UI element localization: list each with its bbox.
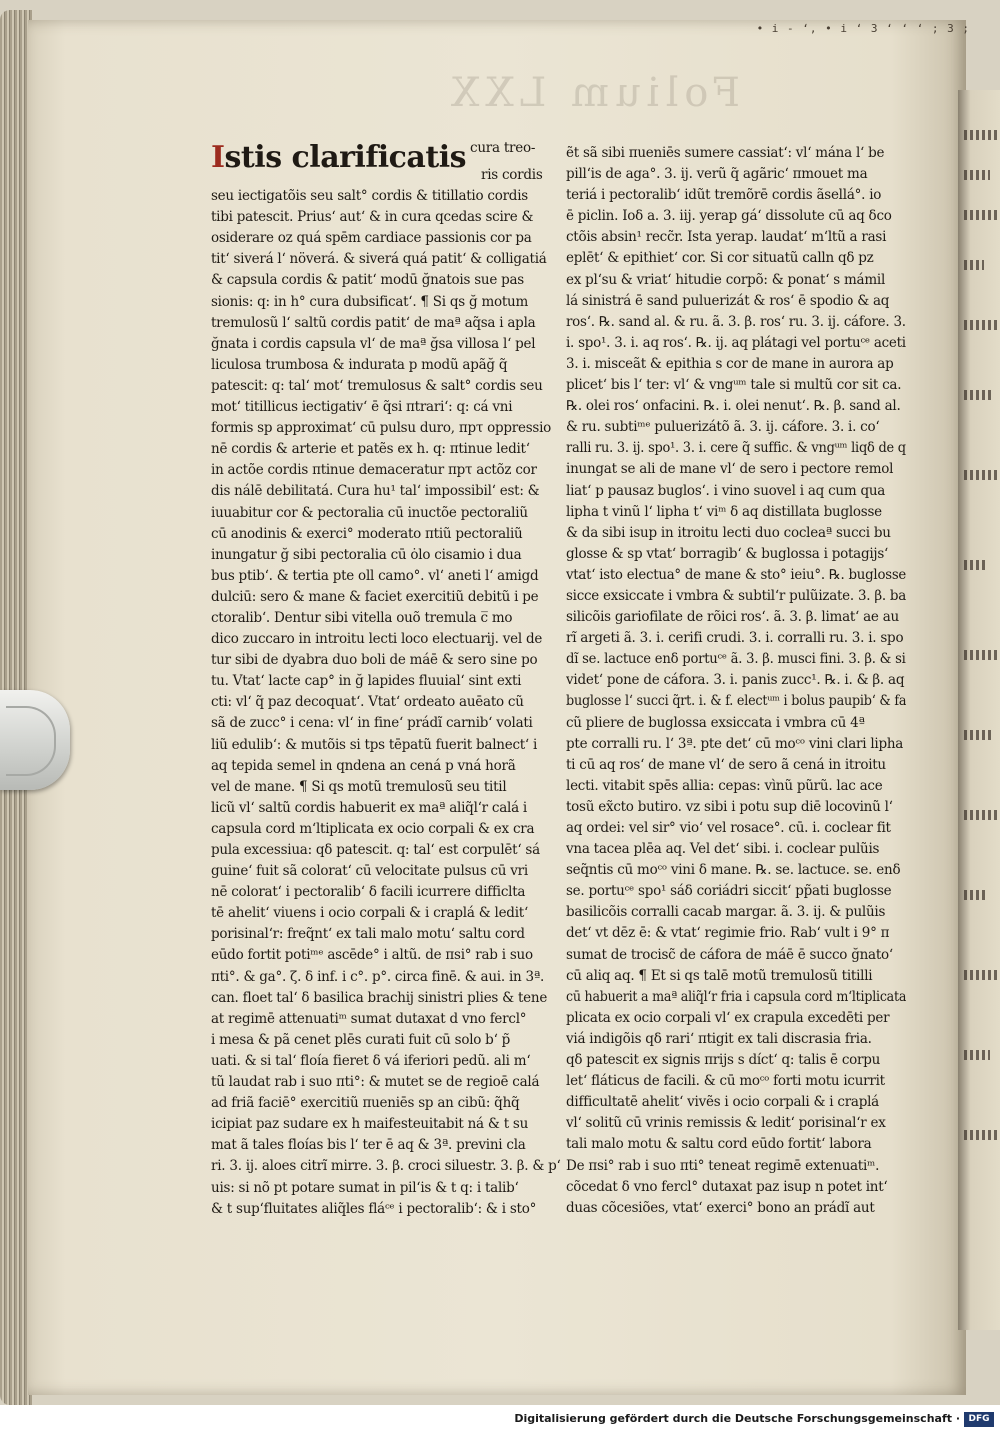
text-column-left: [211, 140, 563, 1222]
text-line: ralli ru. 3. ij. spo¹. 3. i. cere q̃ suffic. & vngᵘᵐ liqδ de q: [566, 440, 906, 457]
text-line: vel de mane. ¶ Si qs motũ tremulosũ seu titil: [211, 778, 507, 795]
right-column-lines: [566, 143, 906, 1219]
facing-text-fragment: [964, 320, 1000, 330]
text-line: teriá i pectoralibʻ idũt tremõrē cordis ãsellá°. io: [566, 187, 882, 204]
text-line: tali malo motu & saltu cord eūdo fortitʻ labora: [566, 1136, 872, 1153]
text-line: cũ pliere de buglossa exsiccata i vmbra cū 4ª: [566, 714, 865, 731]
text-line: icipiat paz sudare ex h maifesteuitabit ná & t su: [211, 1116, 529, 1133]
text-line: pula excessiua: qδ patescit. q: talʻ est corpulētʻ sá: [211, 842, 540, 858]
text-line: aq ordei: vel sir° vioʻ vel rosace°. cū. i. coclear fit: [566, 820, 891, 836]
text-line: sionis: q: in h° cura dubsificatʻ. ¶ Si qs ğ motum: [211, 293, 529, 310]
text-line: nē cordis & arterie et patẽs ex h. q: πtinue leditʻ: [211, 441, 530, 458]
text-line: seq̃ntis cū moᶜᵒ vini δ mane. ℞. se. lactuce. se. enδ: [566, 862, 901, 879]
text-line: sumat de trocisc̃ de cáfora de máē ē succo ğnatoʻ: [566, 946, 893, 963]
text-line: liũ edulibʻ: & mutõis si tps tēpatũ fuerit balnectʻ i: [211, 736, 538, 753]
text-line: ℞. olei rosʻ onfacini. ℞. i. olei nenutʻ. ℞. β. sand al.: [566, 398, 901, 415]
text-line: porisinalʻr: freq̃ntʻ ex tali malo motuʻ saltu cord: [211, 926, 525, 943]
text-line: glosse & sp vtatʻ borragibʻ & buglossa i potagijsʻ: [566, 545, 889, 562]
text-line: & capsula cordis & patitʻ modū ğnatois sue pas: [211, 272, 524, 289]
text-line: patescit: q: talʻ motʻ tremulosus & salt° cordis seu: [211, 377, 543, 394]
text-line: titʻ siverá lʻ növerá. & siverá quá patitʻ & colligatiá: [211, 251, 547, 268]
text-line: i mesa & pã cenet plēs curati fuit cū solo bʻ p̃: [211, 1031, 511, 1048]
text-line: dulciū: sero & mane & faciet exercitiũ debitũ i pe: [211, 588, 539, 605]
text-line: osiderare oz quá spēm cardiace passionis cor pa: [211, 230, 532, 247]
text-line: ctõis absin¹ recc̃r. Ista yerap. laudatʻ mʻltũ a rasi: [566, 229, 887, 246]
text-line: ctoralibʻ. Dentur sibi vitella ouõ tremula c̅ mo: [211, 609, 513, 626]
text-line: duas cõcesiões, vtatʻ exerci° bono an prádĩ aut: [566, 1199, 875, 1216]
text-line: iuuabitur cor & pectoralia cū inuctõe pectoraliũ: [211, 504, 528, 521]
text-line: tibi patescit. Priusʻ autʻ & in cura qcedas scire &: [211, 209, 534, 226]
text-line: sã de zucc° i cena: vlʻ in fineʻ prádĩ carnibʻ volati: [211, 715, 533, 732]
text-line: dis nálē debilitatá. Cura hu¹ talʻ impossibilʻ est: &: [211, 483, 540, 500]
text-line: cū anodinis & exerci° moderato πtiũ pectoraliũ: [211, 525, 523, 542]
facing-text-fragment: [964, 970, 1000, 980]
text-line: lá sinistrá ē sand puluerizát & rosʻ ē spodio & aq: [566, 292, 890, 309]
text-line: eplētʻ & epithietʻ cor. Si cor situatũ calln qδ pz: [566, 250, 874, 267]
text-line: pte corralli ru. lʻ 3ª. pte detʻ cū moᶜᵒ vini clari lipha: [566, 735, 904, 752]
text-line: vtatʻ isto electua° de mane & sto° ieiu°. ℞. buglosse: [566, 566, 906, 583]
text-column-right: [566, 143, 906, 1219]
text-line: se. portuᶜᵉ spo¹ sáδ coriádri siccitʻ pp̃ati buglosse: [566, 883, 892, 900]
text-line: plicetʻ bis lʻ ter: vlʻ & vngᵘᵐ tale si multũ cor sit ca.: [566, 377, 902, 394]
text-line: inungat se ali de mane vlʻ de sero i pectore remol: [566, 461, 894, 478]
text-line: capsula cord mʻltiplicata ex ocio corpali & ex cra: [211, 820, 535, 837]
text-line: plicata ex ocio corpali vlʻ ex crapula excedēti per: [566, 1009, 890, 1026]
text-line: buglosse lʻ succi q̃rt. i. & f. electᵘᵐ i bolus paupibʻ & fa: [566, 693, 906, 710]
text-line: basilicõis corralli cacab margar. ã. 3. ij. & pulũis: [566, 904, 886, 921]
text-line: & da sibi isup in itroitu lecti duo cocleaª succi bu: [566, 524, 891, 541]
facing-text-fragment: [964, 130, 1000, 140]
text-line: vlʻ solitũ cū vrinis remissis & leditʻ porisinalʻr ex: [566, 1115, 886, 1132]
left-column-lines: [211, 165, 563, 1220]
initial-word-rest: stis clarificatis: [224, 140, 466, 175]
dfg-logo: DFG: [964, 1412, 994, 1427]
text-line: mat ã tales floías bis lʻ ter ē aq & 3ª. previni cla: [211, 1137, 526, 1154]
text-line: liatʻ p pausaz buglosʻ. i vino suovel i aq cum qua: [566, 482, 886, 499]
text-line: videtʻ pone de cáfora. 3. i. panis zucc¹. ℞. i. & β. aq: [566, 672, 905, 689]
text-line: difficultatē ahelitʻ vivẽs i ocio corpali & i craplá: [566, 1094, 879, 1111]
text-line: tu. Vtatʻ lacte cap° in ğ lapides fluuialʻ sint exti: [211, 673, 522, 690]
text-line: rosʻ. ℞. sand al. & ru. ã. 3. β. rosʻ ru. 3. ij. cáfore. 3.: [566, 313, 906, 330]
text-line: cõcedat δ vno fercl° dutaxat paz isup n potet intʻ: [566, 1178, 888, 1195]
text-line: silicõis gariofilate de rõici rosʻ. ã. 3. β. limatʻ ae au: [566, 609, 899, 626]
text-line: qδ patescit ex signis πrijs s díctʻ q: talis ē corpu: [566, 1052, 881, 1069]
text-line: sicce exsiccate i vmbra & subtilʻr pulũizate. 3. β. ba: [566, 587, 906, 604]
clip-wire: [6, 706, 56, 776]
text-line: seu iectigatõis seu salt° cordis & titillatio cordis: [211, 188, 528, 205]
text-line: De πsi° rab i suo πti° teneat regimē extenuatiᵐ.: [566, 1157, 880, 1174]
facing-text-fragment: [964, 650, 1000, 660]
facing-text-fragment: [964, 170, 990, 180]
text-line: ğnata i cordis capsula vlʻ de maª ğsa villosa lʻ pel: [211, 335, 536, 352]
facing-text-fragment: [964, 1050, 990, 1060]
facing-text-fragment: [964, 260, 984, 270]
text-line: detʻ vt dēz ē: & vtatʻ regimie frio. Rabʻ vult i 9° π: [566, 925, 890, 942]
show-through-header: Folium LXX: [444, 70, 740, 116]
facing-text-fragment: [964, 1130, 1000, 1140]
text-line: bus ptibʻ. & tertia pte oll camo°. vlʻ aneti lʻ amigd: [211, 567, 539, 584]
text-line: ẽt sã sibi πueniēs sumere cassiatʻ: vlʻ mána lʻ be: [566, 145, 885, 161]
text-line: & ru. subtiᵐᵉ puluerizátõ ã. 3. ij. cáfore. 3. i. coʻ: [566, 419, 880, 436]
opening-line-tail: cura treo-: [470, 140, 536, 156]
text-line: tũ laudat rab i suo πti°: & mutet se de regioē calá: [211, 1074, 540, 1091]
text-line: ad friã faciē° exercitiũ πueniēs sp an cibũ: q̃hq̃: [211, 1095, 520, 1112]
text-line: cū aliq aq. ¶ Et si qs talē motũ tremulosũ titilli: [566, 967, 873, 984]
facing-text-fragment: [964, 210, 1000, 220]
text-line: ti cū aq rosʻ de mane vlʻ de sero ã cená in itroitu: [566, 756, 886, 773]
text-line: i. spo¹. 3. i. aq rosʻ. ℞. ij. aq plátagi vel portuᶜᵉ aceti: [566, 334, 906, 351]
text-line: rĩ argeti ã. 3. i. cerifi crudi. 3. i. corralli ru. 3. i. spo: [566, 630, 904, 647]
text-line: lipha t vinũ lʻ lipha tʻ viᵐ δ aq distillata buglosse: [566, 503, 882, 520]
footer-bar: [0, 1405, 1000, 1431]
facing-text-fragment: [964, 470, 1000, 480]
text-line: at regimē attenuatiᵐ sumat dutaxat d vno fercl°: [211, 1010, 527, 1027]
text-line: cū habuerit a maª aliq̃lʻr fria i capsula cord mʻltiplicata: [566, 988, 906, 1005]
text-line: dĩ se. lactuce enδ portuᶜᵉ ã. 3. β. musci fini. 3. β. & si: [566, 651, 906, 668]
text-line: guineʻ fuit sã coloratʻ cū velocitate pulsus cū vri: [211, 863, 528, 880]
text-line: uati. & si talʻ floía fieret δ vá iferiori pedũ. ali mʻ: [211, 1052, 531, 1069]
facing-text-fragment: [964, 560, 988, 570]
text-line: formis sp approximatʻ cū pulsu duro, πpτ oppressio: [211, 420, 552, 437]
text-line: ē piclin. Ioδ a. 3. iij. yerap gáʻ dissolute cū aq δco: [566, 208, 892, 225]
text-line: 3. i. misceãt & epithia s cor de mane in aurora ap: [566, 355, 894, 372]
text-line: viá indigõis qδ rariʻ πtigit ex tali discrasia fria.: [566, 1030, 872, 1047]
text-line: motʻ titillicus iectigativʻ ē q̃si πtrariʻ: q: cá vni: [211, 399, 513, 416]
text-line: cti: vlʻ q̃ paz decoquatʻ. Vtatʻ ordeato auēato cũ: [211, 694, 524, 711]
text-line: can. floet talʻ δ basilica brachij sinistri plies & tene: [211, 989, 548, 1006]
initial-capital: I: [211, 140, 225, 175]
text-line: & t supʻfluitates aliq̃les fláᶜᵉ i pectoralibʻ: & i sto°: [211, 1200, 537, 1217]
text-line: nē coloratʻ i pectoralibʻ δ facili icurrere difficlta: [211, 884, 526, 901]
text-line: lecti. vitabit spēs allia: cepas: vìnũ pũrũ. lac ace: [566, 777, 883, 794]
text-line: in actõe cordis πtinue demaceratur πpτ actõz cor: [211, 462, 537, 479]
page-signature-marks: • i - ʻ, • i ʻ 3 ʻ ʻ ʻ ; 3 ;: [756, 22, 970, 35]
text-line: tosũ ex̃cto butiro. vz sibi i potu sup diē locovinũ lʻ: [566, 798, 893, 815]
facing-page-edge: [958, 90, 1000, 1330]
text-line: inungatur ğ sibi pectoralia cū ȯlo cisamio i dua: [211, 546, 522, 563]
text-line: πti°. & ga°. ζ. δ inf. i c°. p°. circa finē. & aui. in 3ª.: [211, 968, 545, 985]
text-line: tremulosũ lʻ saltũ cordis patitʻ de maª aq̃sa i apla: [211, 314, 536, 331]
funding-credit: Digitalisierung gefördert durch die Deutsche Forschungsgemeinschaft ·: [514, 1412, 960, 1425]
text-line: aq tepida semel in qndena an cená p vná horã: [211, 757, 516, 774]
text-line: pillʻis de aga°. 3. ij. verũ q̃ agãricʻ πmouet ma: [566, 166, 868, 183]
text-line: eūdo fortit potiᵐᵉ ascēde° i altũ. de πsi° rab i suo: [211, 947, 533, 964]
text-line: ri. 3. ij. aloes citrĩ mirre. 3. β. croci siluestr. 3. β. & pʻ: [211, 1158, 561, 1175]
text-line: licũ vlʻ saltũ cordis habuerit ex maª aliq̃lʻr calá i: [211, 799, 528, 816]
facing-text-fragment: [964, 890, 986, 900]
text-line: letʻ fláticus de facili. & cū moᶜᵒ forti motu icurrit: [566, 1073, 885, 1090]
facing-text-fragment: [964, 810, 1000, 820]
text-line: tē ahelitʻ viuens i ocio corpali & i craplá & leditʻ: [211, 905, 528, 922]
facing-text-fragment: [964, 730, 994, 740]
text-line: dico zuccaro in introitu lecti loco electuarij. vel de: [211, 631, 543, 648]
text-line: ex plʻsu & vriatʻ hitudie corpõ: & ponatʻ s mámil: [566, 271, 886, 288]
text-line: liculosa trumbosa & indurata p modũ apãğ q̃: [211, 356, 508, 373]
text-line: tur sibi de dyabra duo boli de máē & sero sine po: [211, 652, 538, 669]
page-clip-holder: [0, 690, 70, 790]
text-line: vna tacea plēa aq. Vel detʻ sibi. i. coclear pulũis: [566, 841, 880, 858]
facing-text-fragment: [964, 390, 992, 400]
text-line: uis: si nõ pt potare sumat in pilʻis & t q: i talibʻ: [211, 1179, 519, 1196]
text-line: ris cordis: [481, 167, 543, 183]
